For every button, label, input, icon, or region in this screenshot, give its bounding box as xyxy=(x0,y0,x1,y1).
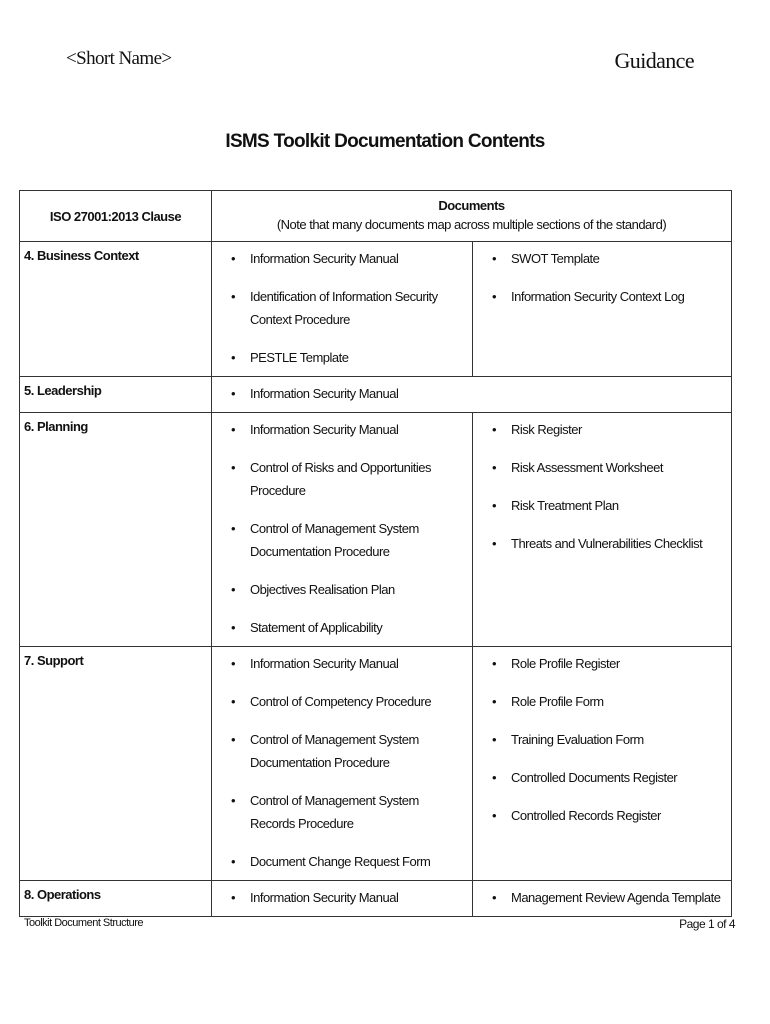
document-list-item: • Statement of Applicability xyxy=(212,616,472,639)
page-title: ISMS Toolkit Documentation Contents xyxy=(225,131,545,152)
clause-column-header: ISO 27001:2013 Clause xyxy=(20,191,212,242)
documents-header-label: Documents xyxy=(438,198,505,213)
document-list xyxy=(473,413,732,562)
document-list-item: • Document Change Request Form xyxy=(212,850,472,873)
document-list xyxy=(212,242,472,376)
documents-left-column xyxy=(212,881,472,916)
table-row xyxy=(20,413,732,647)
document-list-item: • Control of Risks and Opportunities Procedure xyxy=(212,456,472,502)
document-list-item: • SWOT Template xyxy=(473,247,732,270)
document-list xyxy=(473,242,732,315)
document-list xyxy=(212,881,472,916)
clause-cell: 5. Leadership xyxy=(20,377,212,413)
documents-left-column xyxy=(212,377,732,412)
documents-left-column xyxy=(212,647,472,880)
document-list-item: • Information Security Manual xyxy=(212,382,732,405)
document-list xyxy=(473,647,732,834)
documents-cell xyxy=(212,647,732,881)
header-short-name: <Short Name> xyxy=(66,48,172,69)
document-list xyxy=(212,647,472,880)
document-list-item: • Control of Management System Records Procedure xyxy=(212,789,472,835)
documents-right-column xyxy=(472,647,732,880)
document-list xyxy=(212,413,472,646)
documents-left-column xyxy=(212,413,472,646)
header-doc-type: Guidance xyxy=(614,48,694,73)
document-list-item: • Risk Assessment Worksheet xyxy=(473,456,732,479)
document-list-item: • Control of Competency Procedure xyxy=(212,690,472,713)
document-list-item: • Control of Management System Documentation Procedure xyxy=(212,517,472,563)
documents-cell xyxy=(212,413,732,647)
document-list-item: • Identification of Information Security Context Procedure xyxy=(212,285,472,331)
document-list-item: • Role Profile Form xyxy=(473,690,732,713)
documents-column-header xyxy=(212,191,732,242)
document-list-item: • Risk Register xyxy=(473,418,732,441)
documents-columns xyxy=(212,413,731,646)
documents-header-note: (Note that many documents map across multiple sections of the standard) xyxy=(276,217,667,232)
clause-cell: 8. Operations xyxy=(20,881,212,917)
documents-cell xyxy=(212,242,732,377)
footer-page-number: Page 1 of 4 xyxy=(679,917,735,931)
clause-cell: 6. Planning xyxy=(20,413,212,647)
document-list-item: • Risk Treatment Plan xyxy=(473,494,732,517)
document-list-item: • Controlled Records Register xyxy=(473,804,732,827)
documents-columns xyxy=(212,242,731,376)
clause-cell: 7. Support xyxy=(20,647,212,881)
table-row xyxy=(20,881,732,917)
document-list-item: • Control of Management System Documentation Procedure xyxy=(212,728,472,774)
document-list-item: • Training Evaluation Form xyxy=(473,728,732,751)
document-list-item: • Objectives Realisation Plan xyxy=(212,578,472,601)
footer-document-title: Toolkit Document Structure xyxy=(24,917,144,929)
document-list-item: • PESTLE Template xyxy=(212,346,472,369)
document-list-item: • Information Security Manual xyxy=(212,652,472,675)
table-row xyxy=(20,647,732,881)
document-list-item: • Information Security Manual xyxy=(212,418,472,441)
document-list-item: • Information Security Context Log xyxy=(473,285,732,308)
documents-right-column xyxy=(472,242,732,376)
document-list-item: • Controlled Documents Register xyxy=(473,766,732,789)
documents-columns xyxy=(212,377,731,412)
documents-left-column xyxy=(212,242,472,376)
documents-columns xyxy=(212,647,731,880)
clause-cell: 4. Business Context xyxy=(20,242,212,377)
documents-right-column xyxy=(472,413,732,646)
table-row xyxy=(20,377,732,413)
document-list-item: • Information Security Manual xyxy=(212,886,472,909)
documents-cell xyxy=(212,881,732,917)
documents-right-column xyxy=(472,881,732,916)
documents-cell xyxy=(212,377,732,413)
document-list xyxy=(473,881,732,916)
document-list-item: • Management Review Agenda Template xyxy=(473,886,732,909)
documentation-table xyxy=(19,190,732,917)
table-header-row xyxy=(20,191,732,242)
document-list-item: • Threats and Vulnerabilities Checklist xyxy=(473,532,732,555)
document-list xyxy=(212,377,732,412)
table-row xyxy=(20,242,732,377)
document-list-item: • Role Profile Register xyxy=(473,652,732,675)
document-list-item: • Information Security Manual xyxy=(212,247,472,270)
documents-columns xyxy=(212,881,731,916)
